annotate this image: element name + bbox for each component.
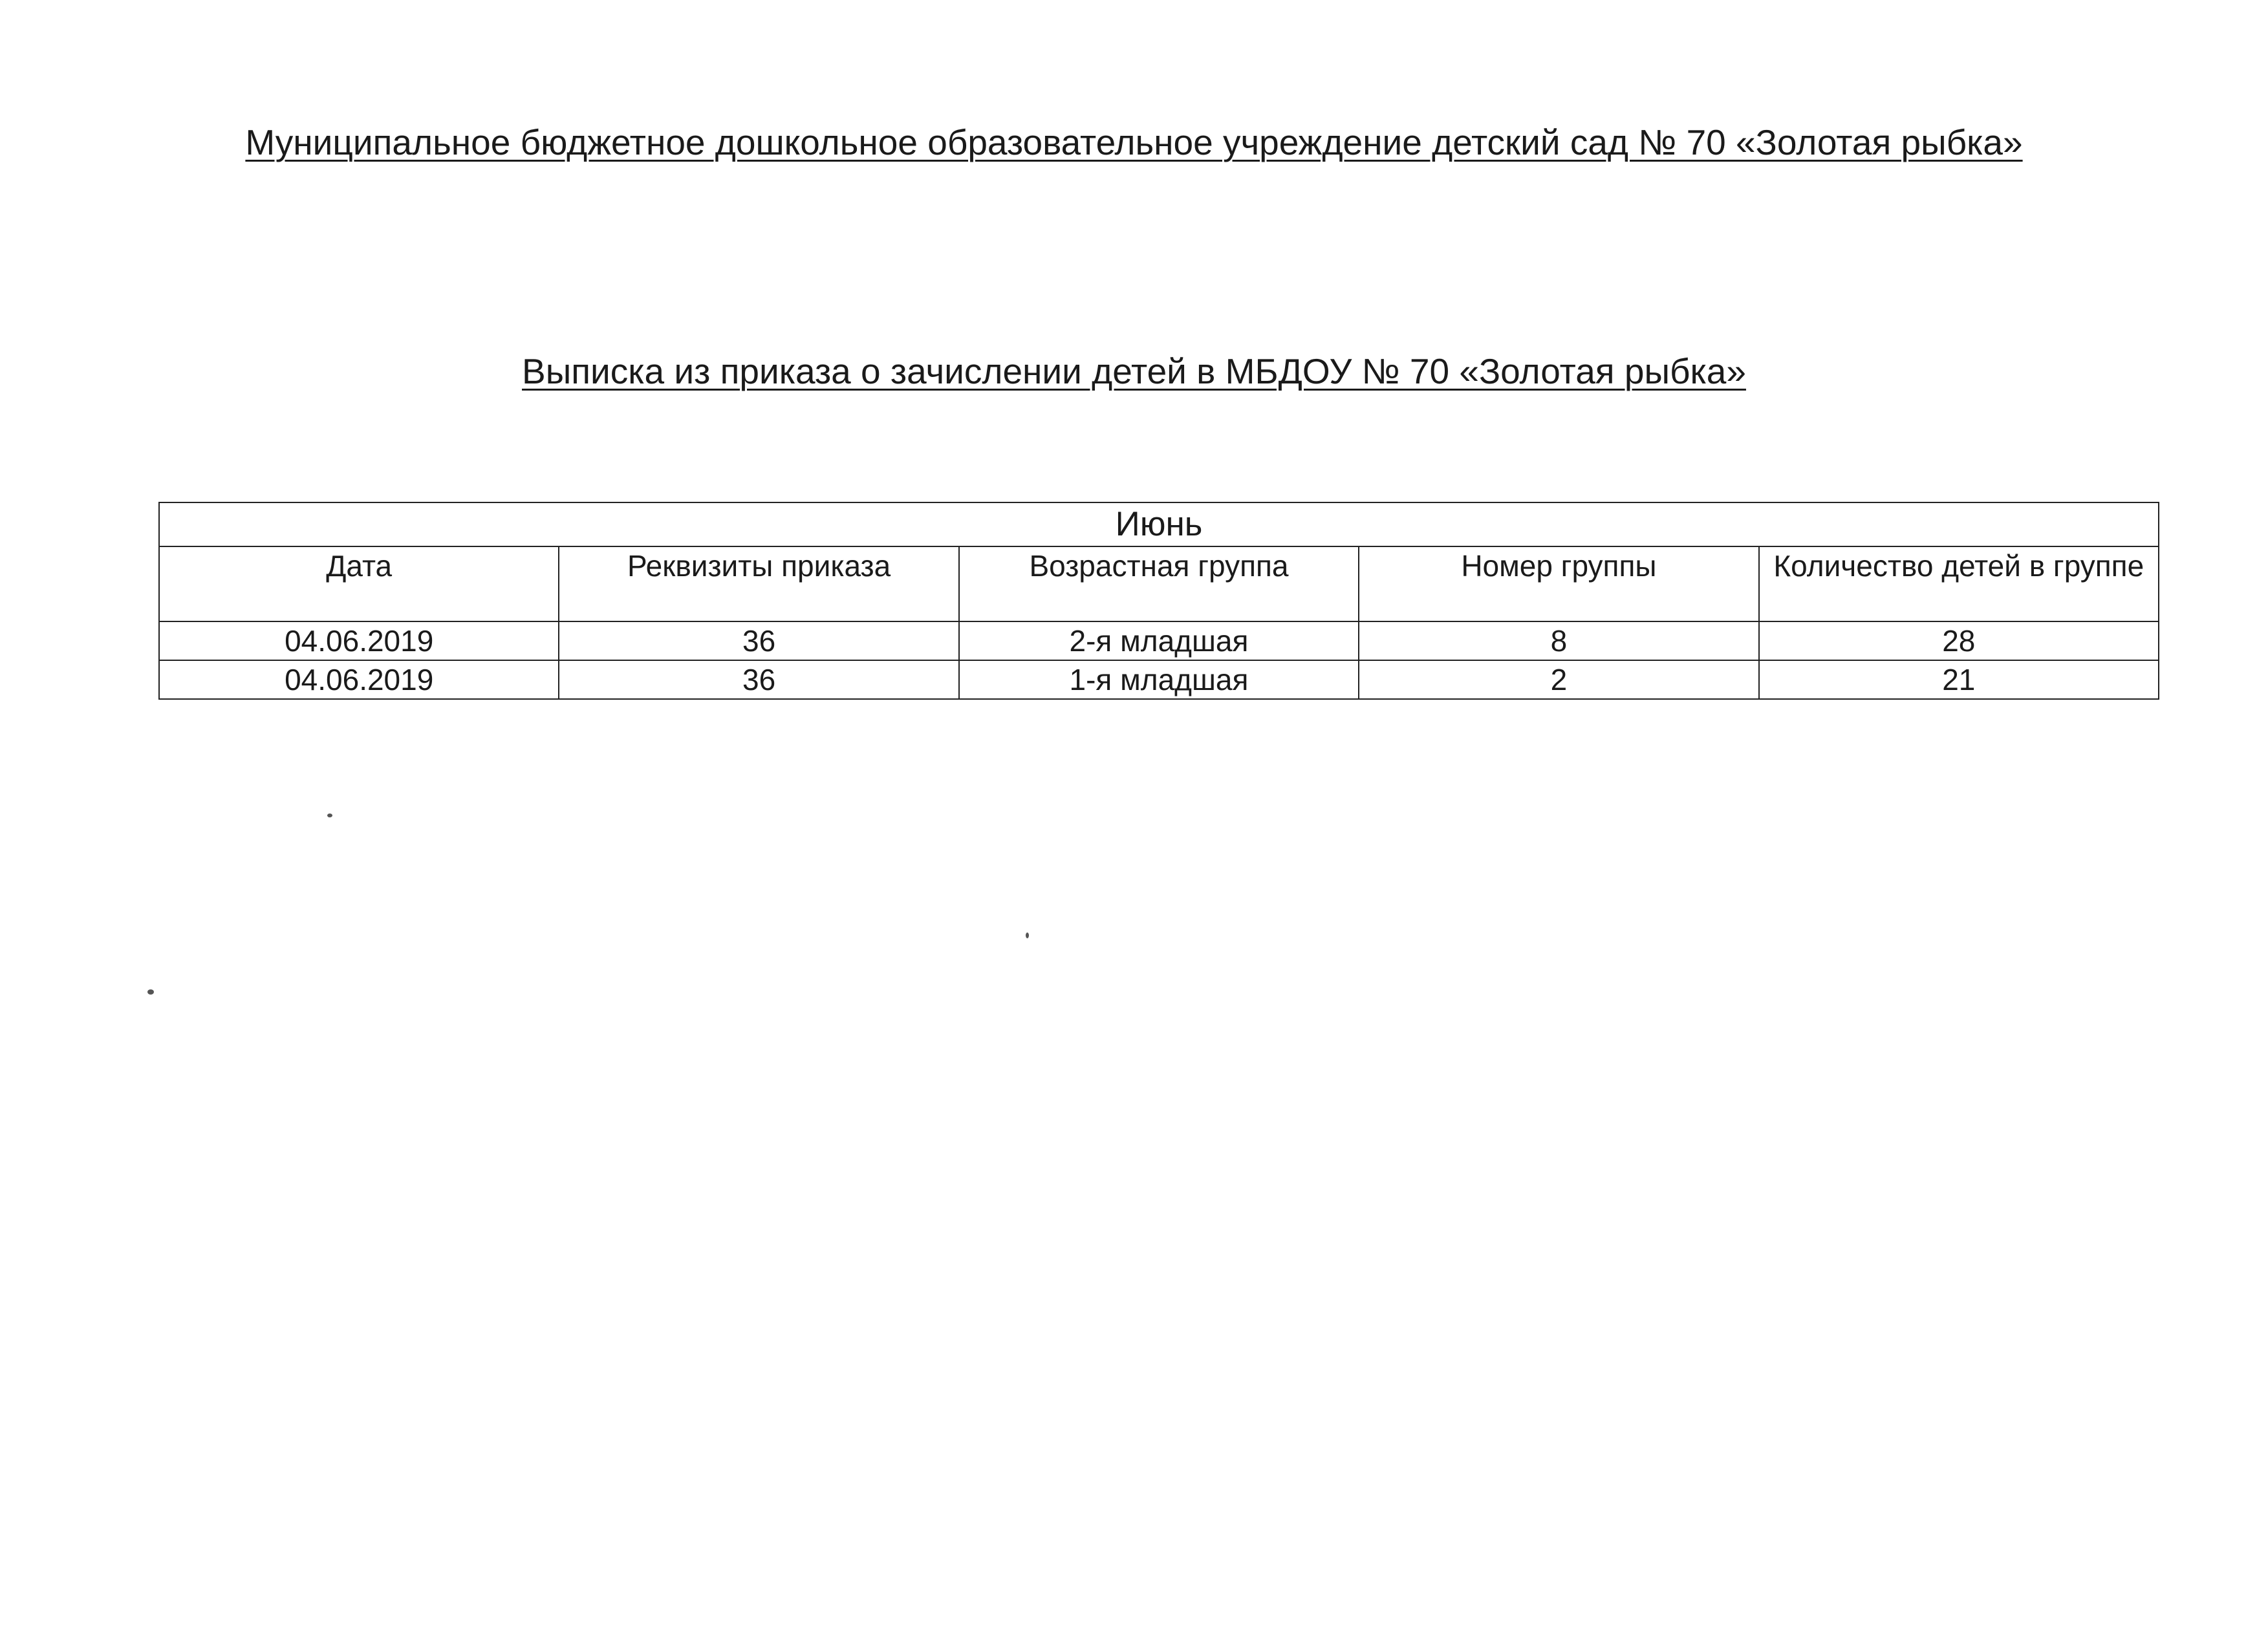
cell-age-group: 1-я младшая <box>959 660 1359 699</box>
column-header-date: Дата <box>159 546 559 621</box>
table-month-row <box>159 502 2159 546</box>
column-header-order-details: Реквизиты приказа <box>559 546 958 621</box>
cell-age-group: 2-я младшая <box>959 621 1359 660</box>
column-header-children-count: Количество детей в группе <box>1759 546 2159 621</box>
table-header-row <box>159 546 2159 621</box>
table-row <box>159 660 2159 699</box>
organization-name: Муниципальное бюджетное дошкольное образовательное учреждение детский сад № 70 «Золотая рыбка» <box>245 122 2023 162</box>
scan-speck <box>1026 932 1029 938</box>
document-title-text: Выписка из приказа о зачислении детей в МБДОУ № 70 «Золотая рыбка» <box>522 351 1746 391</box>
scan-speck <box>327 814 332 817</box>
organization-title <box>0 115 2268 169</box>
cell-children-count: 28 <box>1759 621 2159 660</box>
cell-order-details: 36 <box>559 660 958 699</box>
cell-group-number: 8 <box>1359 621 1758 660</box>
column-header-group-number: Номер группы <box>1359 546 1758 621</box>
cell-order-details: 36 <box>559 621 958 660</box>
document-title <box>0 344 2268 398</box>
cell-date: 04.06.2019 <box>159 621 559 660</box>
table-month-header: Июнь <box>159 502 2159 546</box>
cell-date: 04.06.2019 <box>159 660 559 699</box>
scan-speck <box>147 989 154 995</box>
enrollment-table <box>158 502 2159 700</box>
cell-children-count: 21 <box>1759 660 2159 699</box>
column-header-age-group: Возрастная группа <box>959 546 1359 621</box>
table-row <box>159 621 2159 660</box>
cell-group-number: 2 <box>1359 660 1758 699</box>
